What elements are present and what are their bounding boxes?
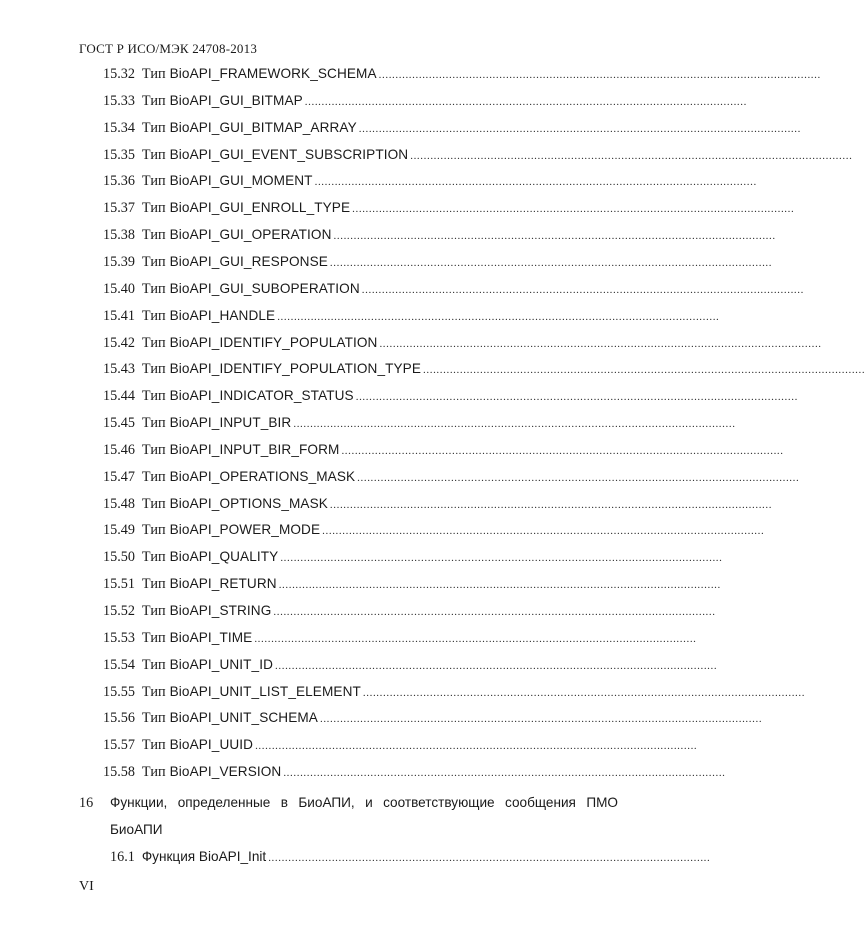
type-name: BioAPI_UNIT_SCHEMA [169, 710, 318, 726]
toc-entry-title [142, 120, 357, 137]
type-word: Тип [141, 173, 166, 190]
toc-entry-number: 15.45 [103, 415, 135, 432]
toc-entry-title [142, 442, 340, 459]
toc-entry-number: 15.44 [103, 388, 135, 405]
toc-leader-dots: .................................................................................................................................... [357, 471, 800, 484]
section-title-line2: БиоАПИ [110, 822, 163, 837]
toc-leader-dots: .................................................................................................................................... [423, 364, 865, 377]
toc-entry [103, 441, 784, 462]
toc-entry-number: 15.43 [103, 361, 135, 378]
type-word: Тип [141, 737, 166, 754]
type-word: Тип [141, 227, 166, 244]
toc-entry-title [142, 415, 291, 432]
toc-leader-dots: .................................................................................................................................... [277, 310, 720, 323]
toc-entry-title [142, 281, 360, 298]
toc-leader-dots: .................................................................................................................................... [355, 391, 798, 404]
type-name: BioAPI_POWER_MODE [169, 522, 321, 538]
toc-entry-number: 15.32 [103, 66, 135, 82]
toc-entry-number: 16.1 [110, 849, 135, 865]
toc-entry-number: 15.41 [103, 307, 135, 324]
type-word: Тип [141, 361, 166, 378]
type-word: Тип [141, 253, 166, 270]
toc-leader-dots: .................................................................................................................................... [358, 122, 801, 135]
toc-leader-dots: .................................................................................................................................... [278, 579, 721, 592]
toc-entry [103, 119, 801, 140]
type-word: Тип [141, 576, 166, 593]
toc-entry [103, 361, 865, 381]
toc-entry-number: 15.58 [103, 764, 135, 781]
type-name: BioAPI_TIME [169, 629, 253, 645]
toc-entry-title [142, 657, 273, 674]
toc-entry-title [142, 173, 313, 190]
type-name: BioAPI_UNIT_ID [169, 656, 274, 672]
toc-entry-number: 15.51 [103, 576, 135, 593]
toc-entry-title [142, 93, 303, 110]
toc-entry-title [142, 710, 318, 727]
toc-leader-dots: .................................................................................................................................... [304, 95, 747, 108]
toc-entry [103, 603, 716, 623]
toc-entry-number: 15.39 [103, 253, 135, 270]
type-word: Тип [141, 495, 166, 512]
toc-leader-dots: .................................................................................................................................... [329, 256, 773, 269]
type-word: Тип [141, 764, 166, 781]
toc-entry-number: 15.34 [103, 119, 135, 136]
toc-entry [103, 92, 747, 113]
page-number: VI [79, 879, 94, 894]
type-word: Тип [141, 549, 166, 566]
toc-leader-dots: .................................................................................................................................... [361, 283, 804, 296]
toc-entry-title [142, 200, 350, 217]
toc-entry-title [142, 361, 421, 378]
toc-leader-dots: .................................................................................................................................... [275, 659, 718, 672]
type-name: BioAPI_UUID [169, 737, 254, 753]
type-name: BioAPI_GUI_SUBOPERATION [169, 280, 360, 296]
toc-entry [103, 656, 718, 677]
type-word: Тип [141, 119, 166, 136]
type-word: Тип [141, 415, 166, 432]
type-name: BioAPI_FRAMEWORK_SCHEMA [169, 66, 377, 81]
toc-entry-title [142, 764, 281, 781]
toc-entry-title [142, 335, 378, 352]
toc-entry-number: 15.57 [103, 737, 135, 754]
toc-entry-number: 15.46 [103, 441, 135, 458]
toc-entry-number: 15.38 [103, 227, 135, 244]
toc-entry-number: 15.54 [103, 656, 135, 673]
type-word: Тип [141, 710, 166, 727]
toc-entry-title [142, 522, 320, 539]
toc-entry [103, 737, 698, 757]
toc-entry-number: 15.49 [103, 522, 135, 539]
toc-entry [103, 253, 773, 274]
toc-leader-dots: .................................................................................................................................... [255, 740, 698, 753]
type-name: BioAPI_GUI_OPERATION [169, 227, 332, 243]
type-name: BioAPI_INDICATOR_STATUS [169, 388, 354, 404]
toc-leader-dots: .................................................................................................................................... [378, 69, 821, 81]
toc-leader-dots: .................................................................................................................................... [341, 444, 784, 457]
type-name: BioAPI_OPERATIONS_MASK [169, 468, 356, 484]
type-name: BioAPI_GUI_MOMENT [169, 173, 313, 189]
type-name: BioAPI_STRING [169, 603, 272, 618]
toc-entry [103, 66, 821, 86]
toc-entry-title [142, 308, 275, 325]
toc-entry-title [142, 147, 408, 164]
type-name: BioAPI_GUI_BITMAP [169, 92, 303, 108]
toc-leader-dots: .................................................................................................................................... [273, 606, 716, 618]
toc-entry [103, 710, 763, 730]
toc-leader-dots: .................................................................................................................................... [254, 632, 697, 645]
type-word: Тип [141, 468, 166, 485]
toc-entry [103, 495, 773, 516]
type-word: Тип [141, 146, 166, 163]
type-word: Тип [141, 334, 166, 351]
toc-leader-dots: .................................................................................................................................... [314, 176, 757, 189]
toc-entry-title [142, 388, 354, 405]
toc-entry [103, 334, 822, 355]
toc-entry-title [142, 684, 361, 701]
toc-leader-dots: .................................................................................................................................... [319, 713, 763, 726]
type-word: Тип [141, 66, 166, 82]
toc-entry-title: Функция BioAPI_Init [141, 849, 267, 864]
section-number: 16 [79, 795, 94, 811]
type-word: Тип [141, 522, 166, 539]
toc-entry-number: 15.37 [103, 200, 135, 217]
toc-entry-title [142, 603, 271, 620]
toc-entry [103, 280, 804, 301]
toc-entry-title [142, 469, 355, 486]
type-name: BioAPI_GUI_RESPONSE [169, 253, 328, 269]
toc-entry-title [142, 737, 253, 754]
toc-leader-dots: .................................................................................................................................... [410, 149, 853, 162]
toc-entry [103, 549, 723, 569]
type-name: BioAPI_RETURN [169, 576, 277, 592]
type-name: BioAPI_HANDLE [169, 307, 276, 323]
toc-entry [103, 522, 765, 542]
type-word: Тип [141, 307, 166, 324]
toc-entry-title [142, 549, 278, 566]
type-word: Тип [141, 200, 166, 217]
type-word: Тип [141, 92, 166, 109]
toc-entry [103, 683, 806, 704]
toc-leader-dots: .................................................................................................................................... [280, 552, 723, 565]
toc-entry-number: 15.42 [103, 334, 135, 351]
toc-entry [103, 388, 798, 408]
type-word: Тип [141, 683, 166, 700]
type-name: BioAPI_INPUT_BIR [169, 415, 292, 431]
type-name: BioAPI_GUI_EVENT_SUBSCRIPTION [169, 146, 409, 162]
toc-entry-title [142, 254, 328, 271]
toc-entry-number: 15.33 [103, 92, 135, 109]
toc-entry [103, 227, 776, 247]
type-word: Тип [141, 441, 166, 458]
section-title-line1: Функции, определенные в БиоАПИ, и соответствующие сообщения ПМО [110, 795, 618, 810]
toc-entry [103, 764, 726, 784]
type-name: BioAPI_IDENTIFY_POPULATION [169, 334, 378, 350]
toc-entry [103, 173, 757, 193]
type-word: Тип [141, 388, 166, 405]
toc-entry [103, 576, 721, 596]
type-word: Тип [141, 603, 166, 619]
type-name: BioAPI_UNIT_LIST_ELEMENT [169, 683, 361, 699]
toc-entry-number: 15.53 [103, 629, 135, 646]
toc-entry [103, 307, 720, 328]
toc-leader-dots: .................................................................................................................................... [329, 498, 773, 511]
toc-leader-dots: .................................................................................................................................... [268, 852, 711, 864]
toc-entry [103, 146, 853, 167]
toc-leader-dots: .................................................................................................................................... [362, 686, 806, 699]
toc-leader-dots: .................................................................................................................................... [283, 767, 726, 780]
type-name: BioAPI_OPTIONS_MASK [169, 495, 328, 511]
toc-entry-title [142, 630, 252, 647]
toc-leader-dots: .................................................................................................................................... [352, 203, 795, 216]
toc-entry-number: 15.40 [103, 280, 135, 297]
toc-leader-dots: .................................................................................................................................... [293, 418, 736, 431]
type-name: BioAPI_INPUT_BIR_FORM [169, 441, 340, 457]
toc-entry-number: 15.35 [103, 146, 135, 163]
toc-entry-number: 15.47 [103, 468, 135, 485]
toc-entry-number: 15.50 [103, 549, 135, 566]
toc-entry-title [142, 496, 328, 513]
toc-entry [103, 629, 697, 650]
toc-entry-number: 15.55 [103, 683, 135, 700]
toc-entry-title [142, 66, 377, 83]
type-name: BioAPI_GUI_BITMAP_ARRAY [169, 119, 357, 135]
document-header: ГОСТ Р ИСО/МЭК 24708-2013 [79, 41, 258, 56]
toc-leader-dots: .................................................................................................................................... [322, 525, 765, 538]
toc-entry [103, 200, 795, 220]
type-word: Тип [141, 656, 166, 673]
toc-entry-16-1 [110, 849, 711, 869]
toc-entry-number: 15.52 [103, 603, 135, 619]
type-word: Тип [141, 629, 166, 646]
toc-entry [103, 468, 800, 489]
toc-entry-title [142, 227, 332, 244]
toc-entry-number: 15.56 [103, 710, 135, 727]
toc-entry-number: 15.36 [103, 173, 135, 190]
toc-entry-number: 15.48 [103, 495, 135, 512]
toc-entry [103, 415, 736, 435]
type-name: BioAPI_IDENTIFY_POPULATION_TYPE [169, 361, 422, 377]
toc-leader-dots: .................................................................................................................................... [379, 337, 822, 350]
type-name: BioAPI_QUALITY [169, 549, 279, 565]
type-name: BioAPI_VERSION [169, 764, 282, 780]
toc-entry-title [142, 576, 277, 593]
type-word: Тип [141, 280, 166, 297]
toc-leader-dots: .................................................................................................................................... [333, 230, 776, 243]
type-name: BioAPI_GUI_ENROLL_TYPE [169, 200, 351, 216]
